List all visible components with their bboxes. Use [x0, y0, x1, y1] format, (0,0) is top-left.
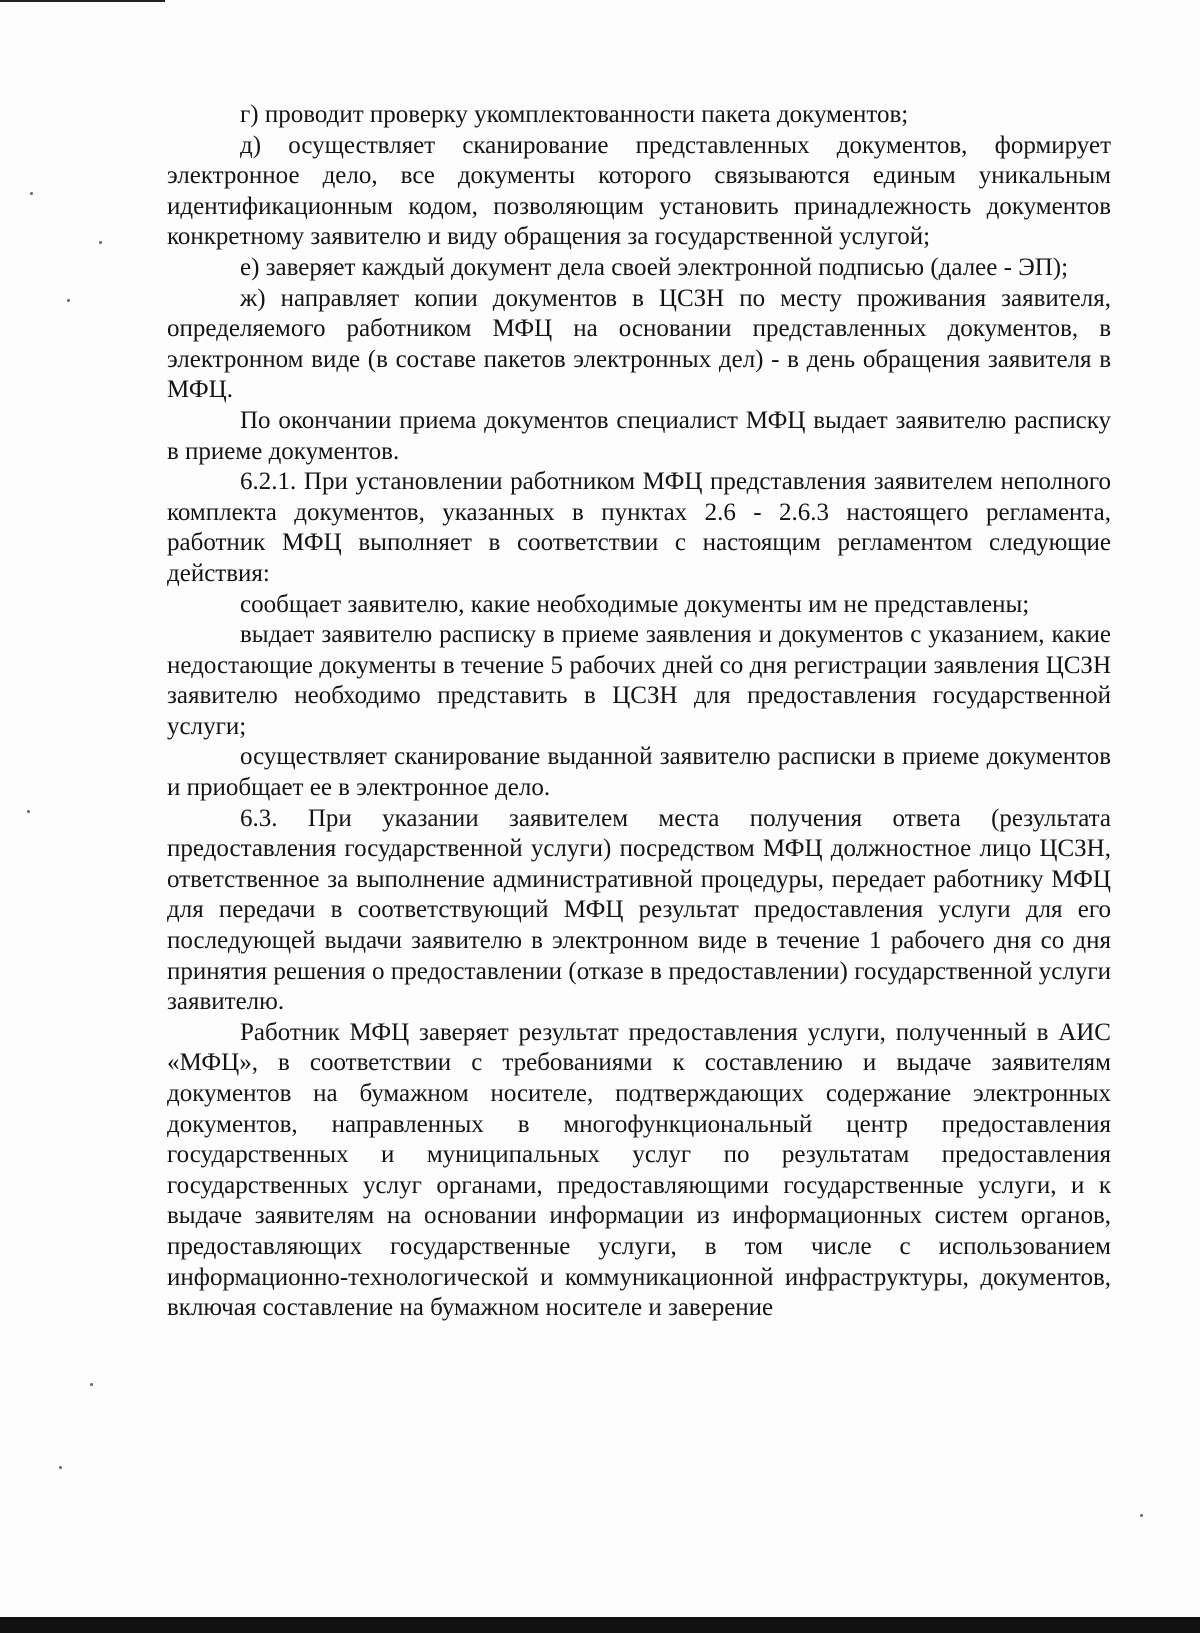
paragraph-receipt: По окончании приема документов специалист МФЦ выдает заявителю расписку в приеме документов. — [167, 406, 1111, 465]
paragraph-6-3: 6.3. При указании заявителем места получения ответа (результата предоставления государственной услуги) посредством МФЦ должностное лицо ЦСЗН, ответственное за выполнение административной процедуры, передает работнику МФЦ для передачи в соответствующий МФЦ результат предоставления услуги для его последующей выдачи заявителю в электронном виде в течение 1 рабочего дня со дня принятия решения о предоставлении (отказе в предоставлении) государственной услуги заявителю. — [167, 804, 1111, 1016]
paragraph-item-zh: ж) направляет копии документов в ЦСЗН по месту проживания заявителя, определяемого работником МФЦ на основании представленных документов, в электронном виде (в составе пакетов электронных дел) - в день обращения заявителя в МФЦ. — [167, 284, 1111, 404]
paragraph-item-d: д) осуществляет сканирование представленных документов, формирует электронное дело, все документы которого связываются единым уникальным идентификационным кодом, позволяющим установить принадлежность документов конкретному заявителю и виду обращения за государственной услугой; — [167, 131, 1111, 251]
scan-speck — [30, 192, 33, 195]
paragraph-6-2-1: 6.2.1. При установлении работником МФЦ представления заявителем неполного комплекта документов, указанных в пунктах 2.6 - 2.6.3 настоящего регламента, работник МФЦ выполняет в соответствии с настоящим регламентом следующие действия: — [167, 468, 1111, 587]
paragraph-item-g: г) проводит проверку укомплектованности пакета документов; — [240, 101, 909, 128]
scan-edge-top — [0, 0, 165, 2]
paragraph-item-e: е) заверяет каждый документ дела своей электронной подписью (далее - ЭП); — [240, 253, 1069, 281]
paragraph-scans-receipt: осуществляет сканирование выданной заявителю расписки в приеме документов и приобщает ее в электронное дело. — [167, 743, 1111, 802]
document-body — [167, 100, 1111, 1324]
paragraph-issues-receipt: выдает заявителю расписку в приеме заявления и документов с указанием, какие недостающие документы в течение 5 рабочих дней со дня регистрации заявления ЦСЗН заявителю необходимо представить в ЦСЗН для предоставления государственной услуги; — [167, 621, 1111, 740]
scan-speck — [1140, 1514, 1143, 1517]
scan-speck — [27, 810, 30, 813]
scan-speck — [67, 299, 70, 302]
scan-speck — [99, 241, 102, 244]
scan-speck — [59, 1466, 62, 1469]
paragraph-certifies: Работник МФЦ заверяет результат предоставления услуги, полученный в АИС «МФЦ», в соответствии с требованиями к составлению и выдаче заявителям документов на бумажном носителе, подтверждающих содержание электронных документов, направленных в многофункциональный центр предоставления государственных и муниципальных услуг по результатам предоставления государственных услуг органами, предоставляющими государственные услуги, и к выдаче заявителям на основании информации из информационных систем органов, предоставляющих государственные услуги, в том числе с использованием информационно-технологической и коммуникационной инфраструктуры, документов, включая составление на бумажном носителе и заверение — [167, 1018, 1111, 1322]
scan-speck — [90, 1383, 93, 1386]
scan-edge-bottom — [0, 1617, 1200, 1633]
paragraph-informs: сообщает заявителю, какие необходимые документы им не представлены; — [240, 590, 1030, 618]
